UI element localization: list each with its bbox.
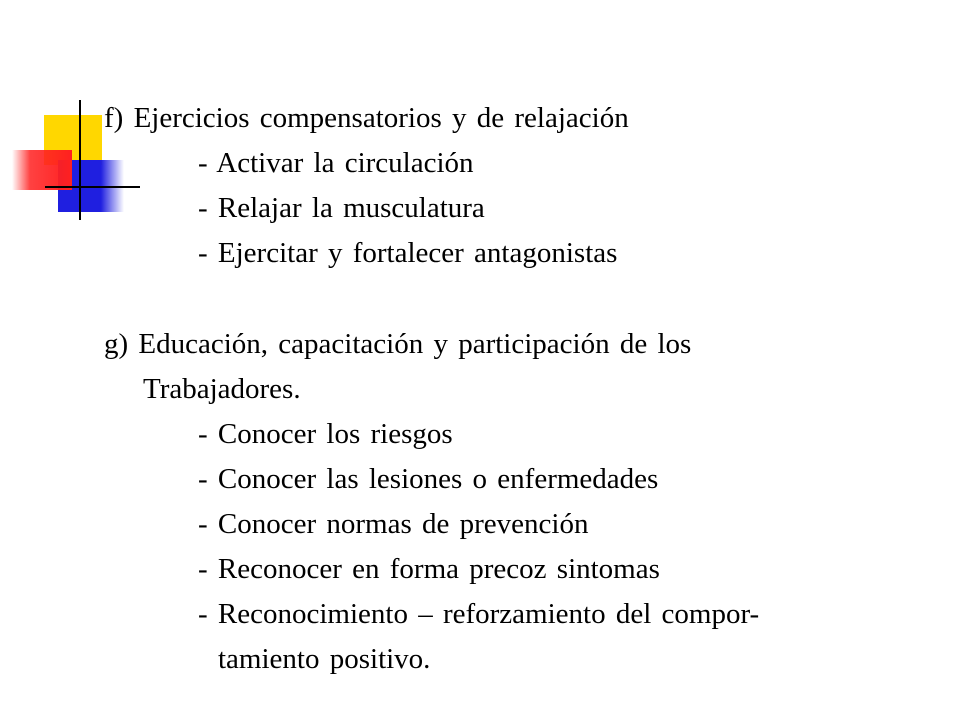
section-g-heading-line-2: Trabajadores.: [143, 373, 301, 405]
section-g-heading-line-1: g) Educación, capacitación y participación de los: [104, 328, 692, 360]
section-f-item-1: - Activar la circulación: [198, 147, 474, 179]
section-g-item-1: - Conocer los riesgos: [198, 418, 453, 450]
section-g-item-5-continuation: tamiento positivo.: [218, 643, 431, 675]
section-f-heading: f) Ejercicios compensatorios y de relajación: [104, 102, 629, 134]
section-f-item-3: - Ejercitar y fortalecer antagonistas: [198, 237, 618, 269]
section-g-item-3: - Conocer normas de prevención: [198, 508, 589, 540]
section-g-item-4: - Reconocer en forma precoz sintomas: [198, 553, 660, 585]
section-g-item-2: - Conocer las lesiones o enfermedades: [198, 463, 659, 495]
section-f-item-2: - Relajar la musculatura: [198, 192, 485, 224]
section-g-item-5: - Reconocimiento – reforzamiento del compor-: [198, 598, 760, 630]
